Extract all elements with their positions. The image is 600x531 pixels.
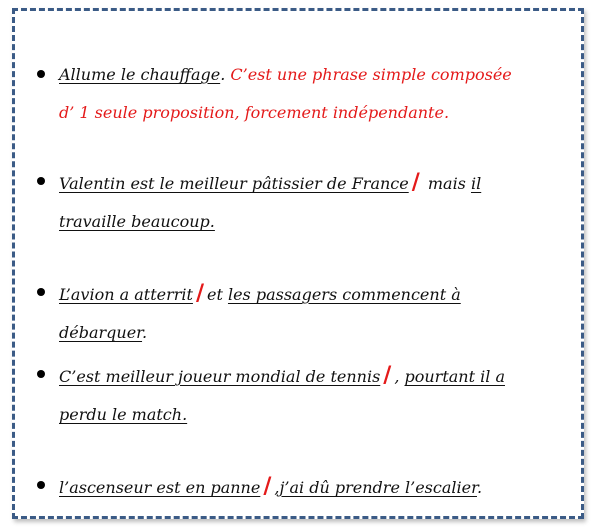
bullet-icon xyxy=(37,288,45,296)
proposition: L’avion a atterrit xyxy=(59,285,193,304)
list-item xyxy=(59,274,529,352)
conjunction: , xyxy=(394,367,405,386)
conjunction: et xyxy=(206,285,228,304)
dashed-frame xyxy=(12,8,584,519)
proposition: l’ascenseur est en panne xyxy=(59,478,261,497)
bullet-icon xyxy=(37,70,45,78)
punctuation: . xyxy=(220,65,226,84)
list-item xyxy=(59,356,529,434)
bullet-icon xyxy=(37,481,45,489)
punctuation: . xyxy=(476,478,483,497)
proposition: C’est meilleur joueur mondial de tennis xyxy=(59,367,381,386)
separator-slash: / xyxy=(195,280,204,306)
bullet-icon xyxy=(37,370,45,378)
list-item xyxy=(59,163,529,241)
bullet-icon xyxy=(37,177,45,185)
punctuation: . xyxy=(142,323,148,342)
correction-note: C’est une phrase simple composée d’ 1 seule proposition, forcement indépendante. xyxy=(59,65,512,122)
conjunction: mais xyxy=(422,174,471,193)
separator-slash: / xyxy=(263,473,272,499)
list-item xyxy=(59,467,529,507)
proposition: j’ai dû prendre l’escalier xyxy=(279,478,477,497)
proposition: il travaille beaucoup. xyxy=(59,174,482,231)
proposition: Valentin est le meilleur pâtissier de France xyxy=(59,174,409,193)
proposition: les passagers commencent à débarquer xyxy=(59,285,461,342)
conjunction: , xyxy=(274,478,280,497)
sentence-list xyxy=(15,11,581,516)
proposition: Allume le chauffage xyxy=(59,65,221,84)
list-item xyxy=(59,56,529,132)
separator-slash: / xyxy=(383,362,392,388)
separator-slash: / xyxy=(411,169,420,195)
proposition: pourtant il a perdu le match. xyxy=(59,367,505,424)
